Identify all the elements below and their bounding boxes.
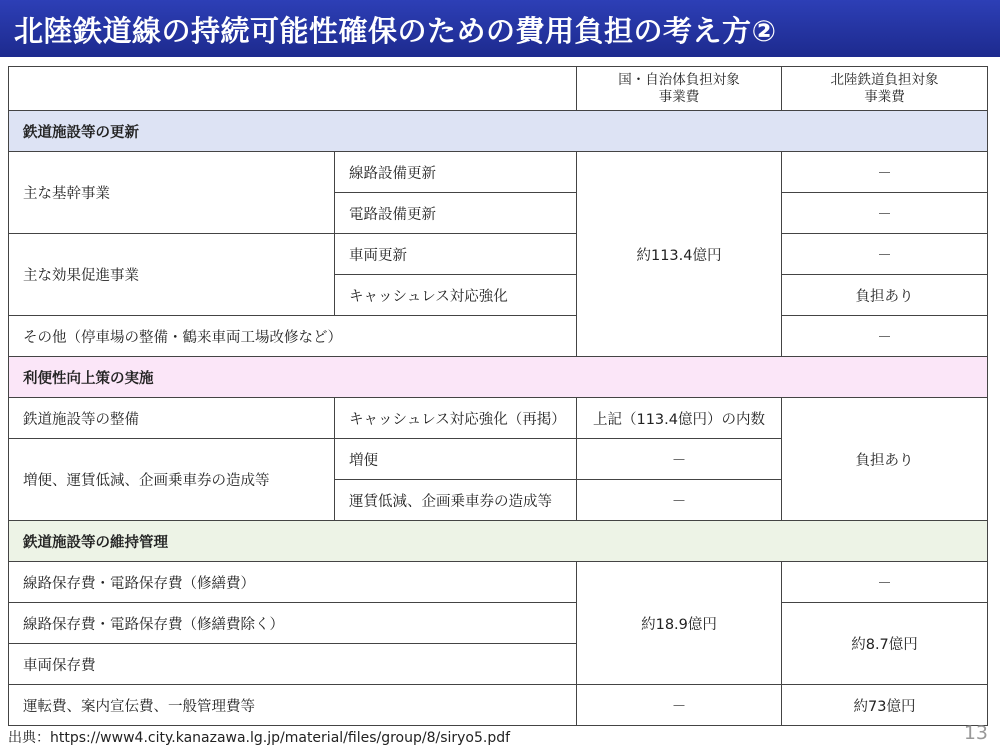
header-row: [9, 67, 988, 111]
header-gov-cost: 国・自治体負担対象 事業費: [577, 67, 782, 111]
group-label-service: 増便、運賃低減、企画乗車券の造成等: [9, 439, 335, 521]
title-bar: [0, 0, 1000, 57]
cost-table: [8, 66, 988, 726]
rail-value: 負担あり: [782, 275, 988, 316]
section-row: [9, 521, 988, 562]
page-title: 北陸鉄道線の持続可能性確保のための費用負担の考え方②: [14, 14, 777, 48]
item-label: 運賃低減、企画乗車券の造成等: [335, 480, 577, 521]
rail-value: －: [782, 193, 988, 234]
item-label: 線路保存費・電路保存費（修繕費）: [9, 562, 577, 603]
section-row: [9, 111, 988, 152]
group-label-facility-maintenance: 鉄道施設等の整備: [9, 398, 335, 439]
section-label-maintenance: 鉄道施設等の維持管理: [9, 521, 988, 562]
item-label-other: その他（停車場の整備・鶴来車両工場改修など）: [9, 316, 577, 357]
group-label-effect-projects: 主な効果促進事業: [9, 234, 335, 316]
rail-value: －: [782, 234, 988, 275]
section-label-convenience: 利便性向上策の実施: [9, 357, 988, 398]
table-row: [9, 562, 988, 603]
item-label: 車両更新: [335, 234, 577, 275]
rail-value: －: [782, 152, 988, 193]
source-citation: 出典：https://www4.city.kanazawa.lg.jp/material/files/group/8/siryo5.pdf: [8, 730, 511, 746]
rail-value: －: [782, 562, 988, 603]
item-label: 車両保存費: [9, 644, 577, 685]
gov-amount-maintenance: 約18.9億円: [577, 562, 782, 685]
rail-amount-maintenance: 約8.7億円: [782, 603, 988, 685]
header-rail-cost: 北陸鉄道負担対象 事業費: [782, 67, 988, 111]
item-label: キャッシュレス対応強化: [335, 275, 577, 316]
group-label-core-projects: 主な基幹事業: [9, 152, 335, 234]
header-blank-cell: [9, 67, 577, 111]
item-label: キャッシュレス対応強化（再掲）: [335, 398, 577, 439]
table-row: [9, 316, 988, 357]
gov-amount-renewal: 約113.4億円: [577, 152, 782, 357]
rail-value: －: [782, 316, 988, 357]
item-label: 運転費、案内宣伝費、一般管理費等: [9, 685, 577, 726]
rail-value: 約73億円: [782, 685, 988, 726]
item-label: 線路保存費・電路保存費（修繕費除く）: [9, 603, 577, 644]
rail-amount-convenience: 負担あり: [782, 398, 988, 521]
item-label: 電路設備更新: [335, 193, 577, 234]
table-row: [9, 234, 988, 275]
item-label: 増便: [335, 439, 577, 480]
gov-value: 上記（113.4億円）の内数: [577, 398, 782, 439]
section-label-facility-renewal: 鉄道施設等の更新: [9, 111, 988, 152]
page-number: 13: [963, 722, 988, 744]
table-row: [9, 152, 988, 193]
gov-value: －: [577, 685, 782, 726]
table-row: [9, 603, 988, 644]
gov-value: －: [577, 439, 782, 480]
table-row: [9, 398, 988, 439]
table-row: [9, 685, 988, 726]
section-row: [9, 357, 988, 398]
gov-value: －: [577, 480, 782, 521]
item-label: 線路設備更新: [335, 152, 577, 193]
